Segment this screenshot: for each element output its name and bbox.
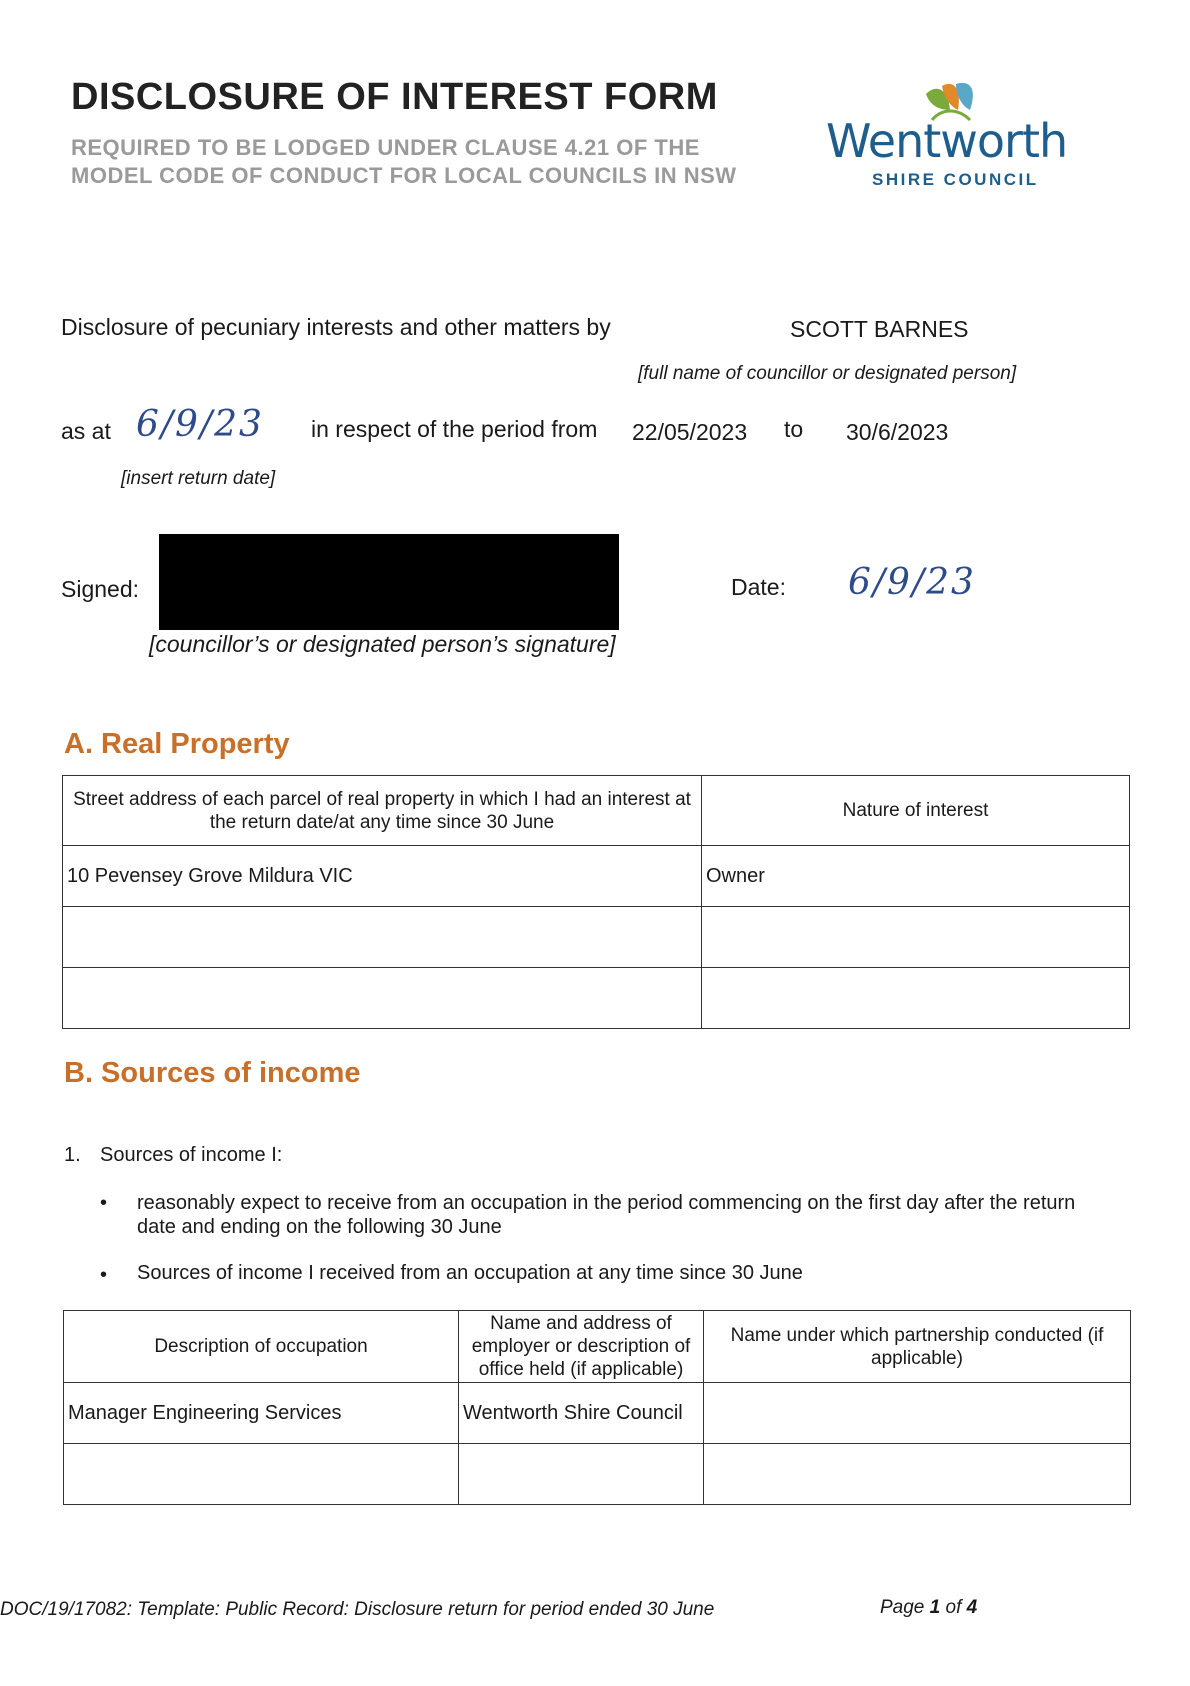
occupation-cell: Manager Engineering Services — [64, 1383, 459, 1444]
table-row — [63, 907, 1130, 968]
occupation-cell — [64, 1444, 459, 1505]
table-header-nature: Nature of interest — [702, 776, 1130, 846]
return-date-caption: [insert return date] — [121, 468, 276, 489]
redacted-signature — [159, 534, 619, 630]
page-indicator — [880, 1597, 977, 1619]
bullet-icon: • — [100, 1192, 108, 1214]
name-caption: [full name of councillor or designated person] — [638, 363, 1017, 384]
employer-cell — [459, 1444, 704, 1505]
table-header-occupation: Description of occupation — [64, 1311, 459, 1383]
person-name: SCOTT BARNES — [790, 316, 969, 342]
income-bullet-2: Sources of income I received from an occupation at any time since 30 June — [137, 1262, 803, 1284]
income-list-intro: Sources of income I: — [100, 1144, 283, 1166]
nature-cell — [702, 968, 1130, 1029]
period-to: 30/6/2023 — [846, 419, 949, 445]
income-bullet-1: reasonably expect to receive from an occupation in the period commencing on the first day after the return date and ending on the following 30 June — [137, 1192, 1076, 1238]
form-subtitle: REQUIRED TO BE LODGED UNDER CLAUSE 4.21 OF THE MODEL CODE OF CONDUCT FOR LOCAL COUNCILS IN NSW — [71, 135, 737, 188]
date-label: Date: — [731, 574, 786, 600]
nature-cell — [702, 907, 1130, 968]
bullet-icon: • — [100, 1264, 108, 1286]
as-at-label: as at — [61, 418, 111, 444]
return-date-handwritten: 6/9/23 — [136, 404, 264, 445]
income-table — [63, 1310, 1131, 1505]
signed-label: Signed: — [61, 576, 140, 602]
table-header-employer: Name and address of employer or description of office held (if applicable) — [459, 1311, 704, 1383]
period-from: 22/05/2023 — [632, 419, 748, 445]
section-a-heading: A. Real Property — [64, 728, 290, 760]
page-total: 4 — [966, 1597, 978, 1618]
property-address-cell: 10 Pevensey Grove Mildura VIC — [63, 846, 702, 907]
form-title: DISCLOSURE OF INTEREST FORM — [71, 76, 718, 118]
partnership-cell — [704, 1444, 1131, 1505]
page-of: of — [940, 1597, 967, 1618]
period-to-label: to — [784, 416, 804, 442]
nature-cell: Owner — [702, 846, 1130, 907]
table-row — [63, 968, 1130, 1029]
logo-wordmark: Wentworth — [826, 114, 1068, 168]
table-row — [64, 1383, 1131, 1444]
footer-doc-reference: DOC/19/17082: Template: Public Record: Disclosure return for period ended 30 June — [0, 1599, 715, 1620]
signature-caption: [councillor’s or designated person’s signature] — [149, 631, 616, 657]
date-handwritten: 6/9/23 — [848, 562, 976, 603]
table-header-address: Street address of each parcel of real property in which I had an interest at the return date/at any time since 30 June — [63, 776, 702, 846]
table-row — [64, 1444, 1131, 1505]
table-row — [63, 846, 1130, 907]
council-logo — [820, 80, 1090, 200]
disclosure-intro: Disclosure of pecuniary interests and other matters by — [61, 314, 611, 340]
period-label: in respect of the period from — [311, 416, 598, 442]
property-address-cell — [63, 907, 702, 968]
employer-cell: Wentworth Shire Council — [459, 1383, 704, 1444]
page-prefix: Page — [880, 1597, 930, 1618]
partnership-cell — [704, 1383, 1131, 1444]
section-b-heading: B. Sources of income — [64, 1057, 361, 1089]
page-number: 1 — [929, 1597, 941, 1618]
list-number: 1. — [64, 1144, 81, 1166]
logo-subtitle: SHIRE COUNCIL — [872, 170, 1039, 189]
table-header-partnership: Name under which partnership conducted (if applicable) — [704, 1311, 1131, 1383]
property-address-cell — [63, 968, 702, 1029]
real-property-table — [62, 775, 1130, 1029]
